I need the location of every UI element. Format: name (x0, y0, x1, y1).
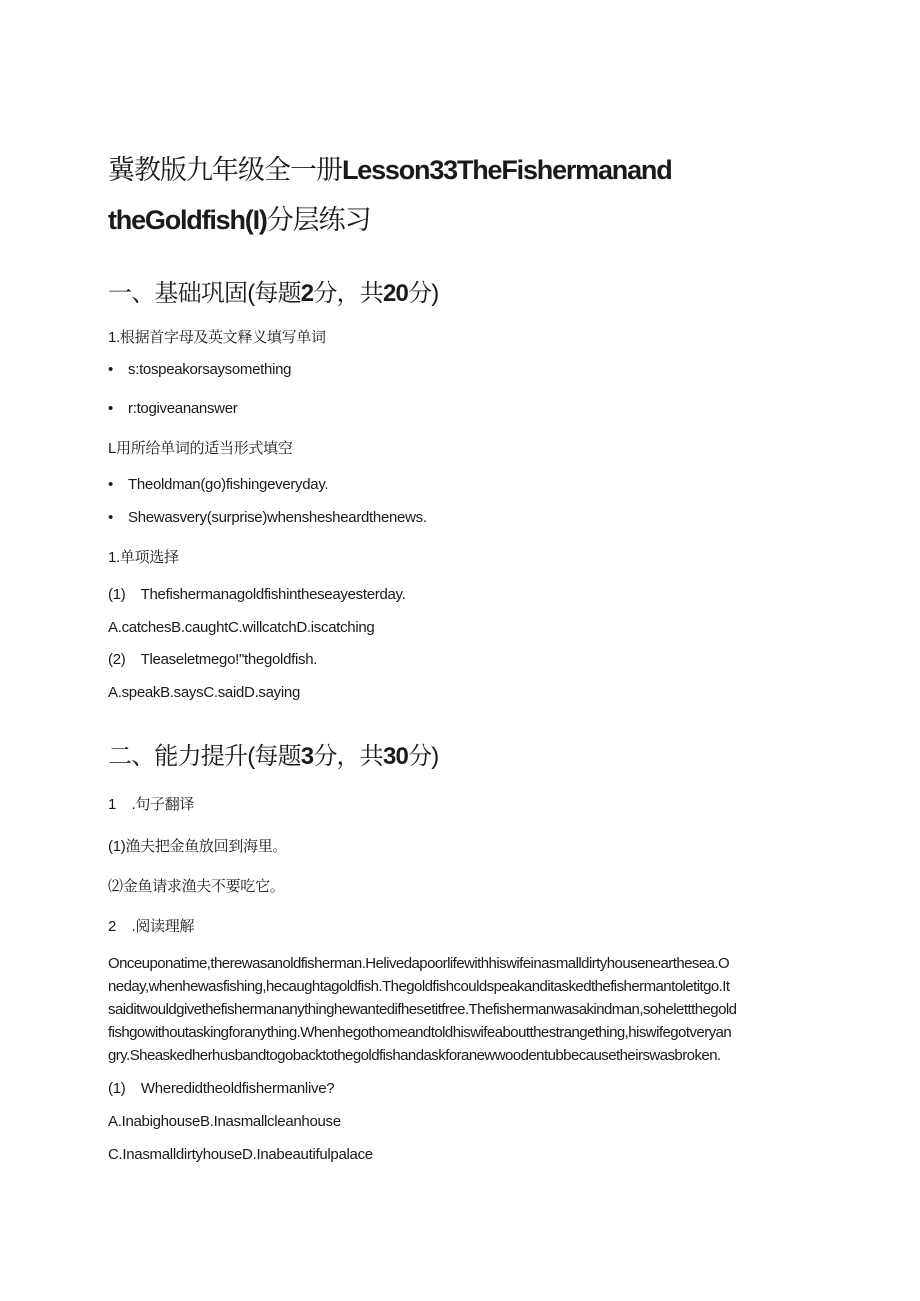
title-cn: 冀教版九年级全一册 (108, 155, 342, 185)
answer-options: A.catchesB.caughtC.willcatchD.iscatching (108, 619, 375, 636)
title-line-2 (108, 198, 371, 237)
section-1-heading: 一、基础巩固(每题2分，共20分) (108, 280, 439, 307)
reading-passage: Onceuponatime,therewasanoldfisherman.Helivedapoorlifewithhiswifeinasmalldirtyhousenearthesea.O neday,whenhewasfishing,hecaughtagoldfish.Thegoldfishcouldspeakanditaskedthefishermantoletitgo.It saiditwouldgivethefishermananythinghewantedifhesetitfree.Thefishermanwasakindman,sohelettthegold fishgowithoutaskingforanything.Whenhegothomeandtoldhiswifeaboutthestrangething,hiswifegotveryan gry.Sheaskedherhusbandtogobacktothegoldfishandaskforanewwoodentubbecausetheirswasbroken. (108, 955, 737, 1064)
answer-options: A.InabighouseB.Inasmallcleanhouse (108, 1113, 341, 1130)
list-item: • r:togiveananswer (108, 400, 238, 417)
question-label: 1 .句子翻译 (108, 796, 195, 813)
translation-item: (1)渔夫把金鱼放回到海里。 (108, 838, 288, 855)
question-text: (1) Wheredidtheoldfishermanlive? (108, 1080, 335, 1097)
list-item: • Shewasvery(surprise)whenshesheardthenews. (108, 509, 427, 526)
translation-item: ⑵金鱼请求渔夫不要吃它。 (108, 878, 285, 895)
question-text: (1) Thefishermanagoldfishintheseayesterday. (108, 586, 406, 603)
question-label: 1.根据首字母及英文释义填写单词 (108, 329, 326, 346)
answer-options: C.InasmalldirtyhouseD.Inabeautifulpalace (108, 1146, 373, 1163)
question-text: (2) Tleaseletmego!"thegoldfish. (108, 651, 318, 668)
title-en: Lesson33TheFishermanand (342, 155, 672, 185)
section-2-heading: 二、能力提升(每题3分，共30分) (108, 743, 439, 770)
question-label: 2 .阅读理解 (108, 918, 195, 935)
list-item: • s:tospeakorsaysomething (108, 361, 292, 378)
answer-options: A.speakB.saysC.saidD.saying (108, 684, 300, 701)
list-item: • Theoldman(go)fishingeveryday. (108, 476, 329, 493)
question-label: L用所给单词的适当形式填空 (108, 440, 293, 457)
question-label: 1.单项选择 (108, 549, 179, 566)
title-cn-2: 分层练习 (266, 205, 371, 235)
title-line-1 (108, 148, 672, 187)
title-en-2: theGoldfish(I) (108, 205, 267, 235)
